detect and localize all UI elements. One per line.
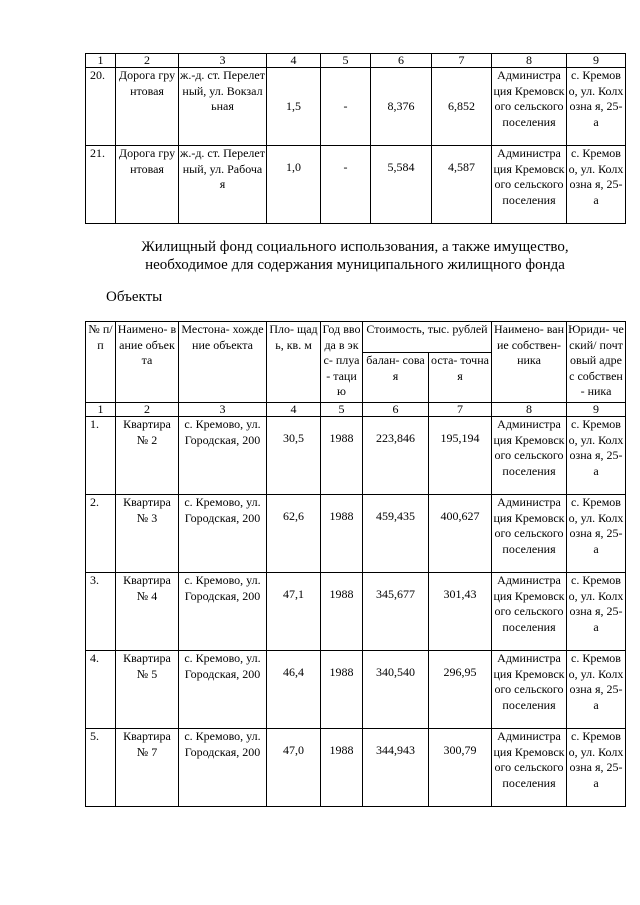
object-year: 1988 [321, 495, 363, 573]
top-table [85, 53, 626, 224]
header-owner: Наимено- вание собствен- ника [492, 322, 567, 403]
cost-balance: 459,435 [363, 495, 429, 573]
table-row [86, 651, 626, 729]
owner-name: Администра ция Кремовского сельского поселения [492, 729, 567, 807]
objects-table [85, 321, 626, 807]
header-cost-residual: оста- точная [429, 353, 492, 403]
column-number-row [86, 403, 626, 417]
object-location: с. Кремово, ул. Городская, 200 [179, 573, 267, 651]
section-heading-line: Жилищный фонд социального использования, а также имущество, [141, 239, 569, 255]
object-year: 1988 [321, 417, 363, 495]
owner-address: с. Кремово, ул. Колхозна я, 25-а [567, 417, 626, 495]
col-number: 6 [371, 54, 432, 68]
col-number: 4 [267, 54, 321, 68]
cost-residual: 296,95 [429, 651, 492, 729]
cost-residual: 301,43 [429, 573, 492, 651]
object-location: с. Кремово, ул. Городская, 200 [179, 495, 267, 573]
cost-residual: 4,587 [432, 146, 492, 224]
owner-address: с. Кремово, ул. Колхозна я, 25-а [567, 495, 626, 573]
object-area: 1,5 [267, 68, 321, 146]
owner-address: с. Кремово, ул. Колхозна я, 25-а [567, 729, 626, 807]
object-area: 62,6 [267, 495, 321, 573]
owner-name: Администра ция Кремовского сельского поселения [492, 68, 567, 146]
col-number: 1 [86, 403, 116, 417]
owner-name: Администра ция Кремовского сельского поселения [492, 146, 567, 224]
header-name: Наимено- вание объекта [116, 322, 179, 403]
col-number: 2 [116, 403, 179, 417]
owner-address: с. Кремово, ул. Колхозна я, 25-а [567, 651, 626, 729]
header-address-text: Юриди- ческий/ почтовый адрес собствен- ника [568, 322, 624, 398]
row-number: 21. [86, 146, 116, 224]
object-location: ж.-д. ст. Перелетный, ул. Вокзальная [179, 68, 267, 146]
cost-balance: 223,846 [363, 417, 429, 495]
header-address [567, 322, 626, 403]
header-area: Пло- щадь, кв. м [267, 322, 321, 403]
row-number: 3. [86, 573, 116, 651]
cost-balance: 340,540 [363, 651, 429, 729]
col-number: 7 [429, 403, 492, 417]
col-number: 8 [492, 403, 567, 417]
objects-label: Объекты [106, 289, 163, 305]
col-number: 3 [179, 54, 267, 68]
object-name: Квартира № 3 [116, 495, 179, 573]
header-year: Год ввода в экс- плуа- тацию [321, 322, 363, 403]
col-number: 6 [363, 403, 429, 417]
cost-residual: 6,852 [432, 68, 492, 146]
owner-address: с. Кремово, ул. Колхозна я, 25-а [567, 68, 626, 146]
object-location: с. Кремово, ул. Городская, 200 [179, 417, 267, 495]
object-area: 46,4 [267, 651, 321, 729]
header-row [86, 322, 626, 353]
owner-name: Администра ция Кремовского сельского поселения [492, 417, 567, 495]
section-heading-line: необходимое для содержания муниципального жилищного фонда [145, 257, 565, 273]
col-number: 3 [179, 403, 267, 417]
table-row [86, 146, 626, 224]
col-number: 8 [492, 54, 567, 68]
cost-residual: 400,627 [429, 495, 492, 573]
object-area: 1,0 [267, 146, 321, 224]
header-num: № п/п [86, 322, 116, 403]
section-heading [85, 238, 625, 274]
header-cost: Стоимость, тыс. рублей [363, 322, 492, 353]
object-year: 1988 [321, 729, 363, 807]
cost-balance: 5,584 [371, 146, 432, 224]
row-number: 5. [86, 729, 116, 807]
object-area: 30,5 [267, 417, 321, 495]
object-location: с. Кремово, ул. Городская, 200 [179, 729, 267, 807]
object-name: Квартира № 5 [116, 651, 179, 729]
col-number: 2 [116, 54, 179, 68]
table-row [86, 729, 626, 807]
col-number: 9 [567, 54, 626, 68]
cost-balance: 8,376 [371, 68, 432, 146]
col-number: 1 [86, 54, 116, 68]
object-name: Квартира № 7 [116, 729, 179, 807]
object-year: 1988 [321, 573, 363, 651]
owner-name: Администра ция Кремовского сельского поселения [492, 651, 567, 729]
row-number: 1. [86, 417, 116, 495]
cost-balance: 345,677 [363, 573, 429, 651]
owner-name: Администра ция Кремовского сельского поселения [492, 495, 567, 573]
row-number: 4. [86, 651, 116, 729]
header-location: Местона- хождение объекта [179, 322, 267, 403]
col-number: 5 [321, 403, 363, 417]
row-number: 20. [86, 68, 116, 146]
cost-balance: 344,943 [363, 729, 429, 807]
object-year: - [321, 146, 371, 224]
table-row [86, 68, 626, 146]
object-name: Квартира № 4 [116, 573, 179, 651]
table-row [86, 495, 626, 573]
owner-address: с. Кремово, ул. Колхозна я, 25-а [567, 146, 626, 224]
object-location: ж.-д. ст. Перелетный, ул. Рабочая [179, 146, 267, 224]
table-row [86, 417, 626, 495]
row-number: 2. [86, 495, 116, 573]
object-year: - [321, 68, 371, 146]
owner-name: Администра ция Кремовского сельского поселения [492, 573, 567, 651]
header-cost-balance: балан- совая [363, 353, 429, 403]
object-year: 1988 [321, 651, 363, 729]
object-name: Дорога грунтовая [116, 146, 179, 224]
col-number: 4 [267, 403, 321, 417]
object-area: 47,0 [267, 729, 321, 807]
cost-residual: 195,194 [429, 417, 492, 495]
cost-residual: 300,79 [429, 729, 492, 807]
owner-address: с. Кремово, ул. Колхозна я, 25-а [567, 573, 626, 651]
col-number: 9 [567, 403, 626, 417]
col-number: 5 [321, 54, 371, 68]
col-number: 7 [432, 54, 492, 68]
object-area: 47,1 [267, 573, 321, 651]
object-name: Квартира № 2 [116, 417, 179, 495]
column-number-row [86, 54, 626, 68]
table-row [86, 573, 626, 651]
object-location: с. Кремово, ул. Городская, 200 [179, 651, 267, 729]
object-name: Дорога грунтовая [116, 68, 179, 146]
